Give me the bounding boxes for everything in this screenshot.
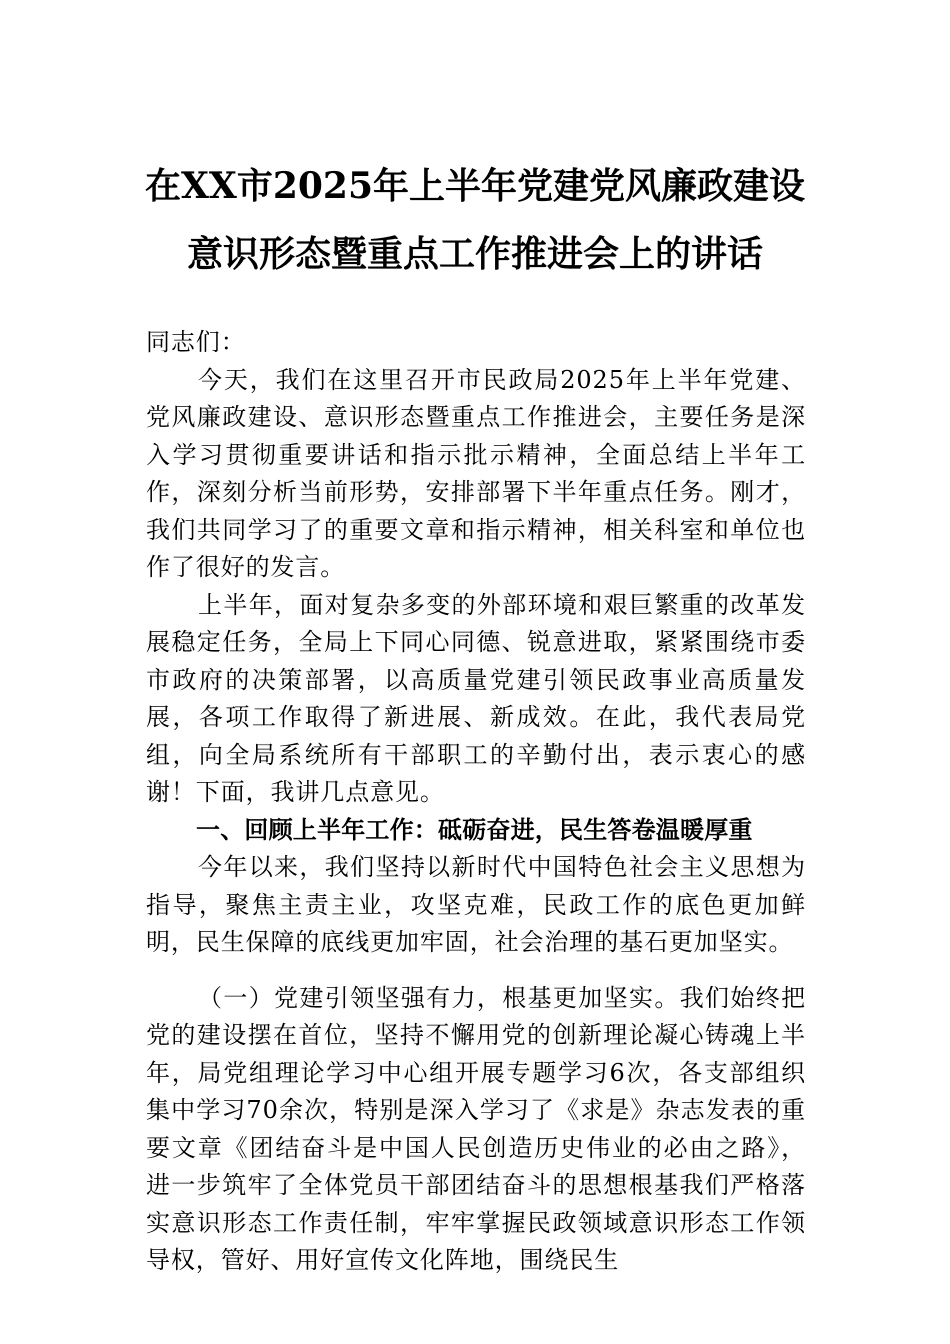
subsection-lead: （一）党建引领坚强有力，根基更加坚实。 — [198, 983, 680, 1012]
document-title-line-2: 意识形态暨重点工作推进会上的讲话 — [186, 233, 763, 275]
subsection-paragraph — [146, 980, 806, 1280]
document-body — [146, 324, 806, 1280]
section-intro-paragraph: 今年以来，我们坚持以新时代中国特色社会主义思想为指导，聚焦主责主业，攻坚克难，民政工作的底色更加鲜明，民生保障的底线更加牢固，社会治理的基石更加坚实。 — [146, 853, 806, 956]
document-title-line-1: 在XX市2025年上半年党建党风廉政建设 — [144, 165, 806, 207]
paragraph-summary: 上半年，面对复杂多变的外部环境和艰巨繁重的改革发展稳定任务，全局上下同心同德、锐意进取，紧紧围绕市委市政府的决策部署，以高质量党建引领民政事业高质量发展，各项工作取得了新进展、新成效。在此，我代表局党组，向全局系统所有干部职工的辛勤付出，表示衷心的感谢！下面，我讲几点意见。 — [146, 590, 806, 806]
paragraph-opening: 今天，我们在这里召开市民政局2025年上半年党建、党风廉政建设、意识形态暨重点工作推进会，主要任务是深入学习贯彻重要讲话和指示批示精神，全面总结上半年工作，深刻分析当前形势，安排部署下半年重点任务。刚才，我们共同学习了的重要文章和指示精神，相关科室和单位也作了很好的发言。 — [146, 365, 806, 581]
section-heading: 一、回顾上半年工作：砥砺奋进，民生答卷温暖厚重 — [196, 815, 753, 844]
subsection-text: 我们始终把党的建设摆在首位，坚持不懈用党的创新理论凝心铸魂上半年，局党组理论学习中心组开展专题学习6次，各支部组织集中学习70余次，特别是深入学习了《求是》杂志发表的重要文章《团结奋斗是中国人民创造历史伟业的必由之路》，进一步筑牢了全体党员干部团结奋斗的思想根基我们严格落实意识形态工作责任制，牢牢掌握民政领域意识形态工作领导权，管好、用好宣传文化阵地，围绕民生 — [146, 983, 806, 1274]
salutation: 同志们： — [146, 328, 246, 356]
